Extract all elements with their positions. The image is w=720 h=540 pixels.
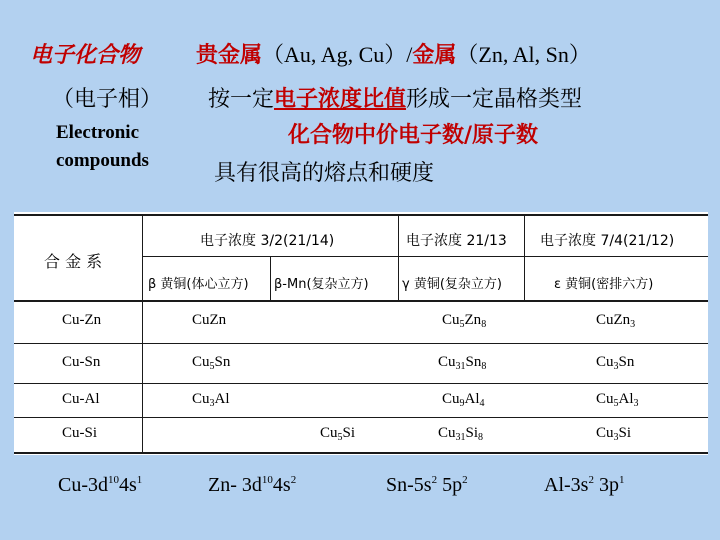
formation-pre: 按一定 bbox=[208, 87, 275, 112]
alloy-cell: Cu-Al bbox=[62, 391, 100, 407]
alloy-cell: Cu-Zn bbox=[62, 312, 102, 328]
phase-header-beta: β 黄铜(体心立方) bbox=[148, 277, 249, 292]
electron-compound-table bbox=[14, 212, 708, 455]
definition: 化合物中价电子数/原子数 bbox=[288, 122, 539, 148]
conc-header-3: 电子浓度 7/4(21/12) bbox=[540, 233, 675, 249]
gamma-cell: $Cu_{31}Si_8$ bbox=[438, 425, 484, 443]
beta-cell: $Cu_5Sn$ bbox=[192, 354, 231, 372]
noble-list: （Au, Ag, Cu）/ bbox=[262, 42, 413, 67]
phase-header-gamma: γ 黄铜(复杂立方) bbox=[402, 277, 502, 292]
property-line: 具有很高的熔点和硬度 bbox=[214, 161, 435, 186]
gamma-cell: $Cu_5Zn_8$ bbox=[442, 312, 487, 330]
metal-list: （Zn, Al, Sn） bbox=[456, 42, 591, 67]
noble-line bbox=[196, 38, 591, 69]
alloy-cell: Cu-Sn bbox=[62, 354, 101, 370]
beta-cell: $Cu_3Al$ bbox=[192, 391, 230, 409]
formation-post: 形成一定晶格类型 bbox=[406, 87, 583, 112]
term-title: 电子化合物 bbox=[30, 42, 141, 68]
noble-label: 贵金属 bbox=[196, 42, 263, 68]
config-zn: Zn- $3d^{10}4s^2$ bbox=[208, 474, 297, 496]
conc-header-2: 电子浓度 21/13 bbox=[406, 233, 507, 249]
alloy-cell: Cu-Si bbox=[62, 425, 98, 441]
phase-header-eps: ε 黄铜(密排六方) bbox=[554, 277, 654, 292]
alloy-header: 合 金 系 bbox=[44, 252, 103, 271]
beta-cell: CuZn bbox=[192, 312, 227, 328]
electron-phase: （电子相） bbox=[52, 87, 163, 112]
formation-line bbox=[208, 82, 582, 113]
gamma-cell: $Cu_{31}Sn_8$ bbox=[438, 354, 487, 372]
config-sn: $Sn-5s^2$ $5p^2$ bbox=[386, 474, 468, 496]
concentration-ratio: 电子浓度比值 bbox=[274, 86, 407, 112]
eps-cell: $Cu_5Al_3$ bbox=[596, 391, 639, 409]
gamma-cell: $Cu_9Al_4$ bbox=[442, 391, 485, 409]
english-term-2: compounds bbox=[56, 150, 149, 171]
english-term-1: Electronic bbox=[56, 122, 140, 143]
eps-cell: CuZn$_3$ bbox=[596, 312, 636, 330]
config-al: $Al-3s^2$ $3p^1$ bbox=[544, 474, 625, 496]
config-cu: $Cu-3d^{10}4s^1$ bbox=[58, 474, 143, 496]
conc-header-1: 电子浓度 3/2(21/14) bbox=[200, 233, 335, 249]
eps-cell: $Cu_3Si$ bbox=[596, 425, 632, 443]
mn-cell: $Cu_5Si$ bbox=[320, 425, 356, 443]
phase-header-mn: β-Mn(复杂立方) bbox=[274, 277, 369, 292]
eps-cell: $Cu_3Sn$ bbox=[596, 354, 635, 372]
metal-label: 金属 bbox=[412, 42, 457, 68]
